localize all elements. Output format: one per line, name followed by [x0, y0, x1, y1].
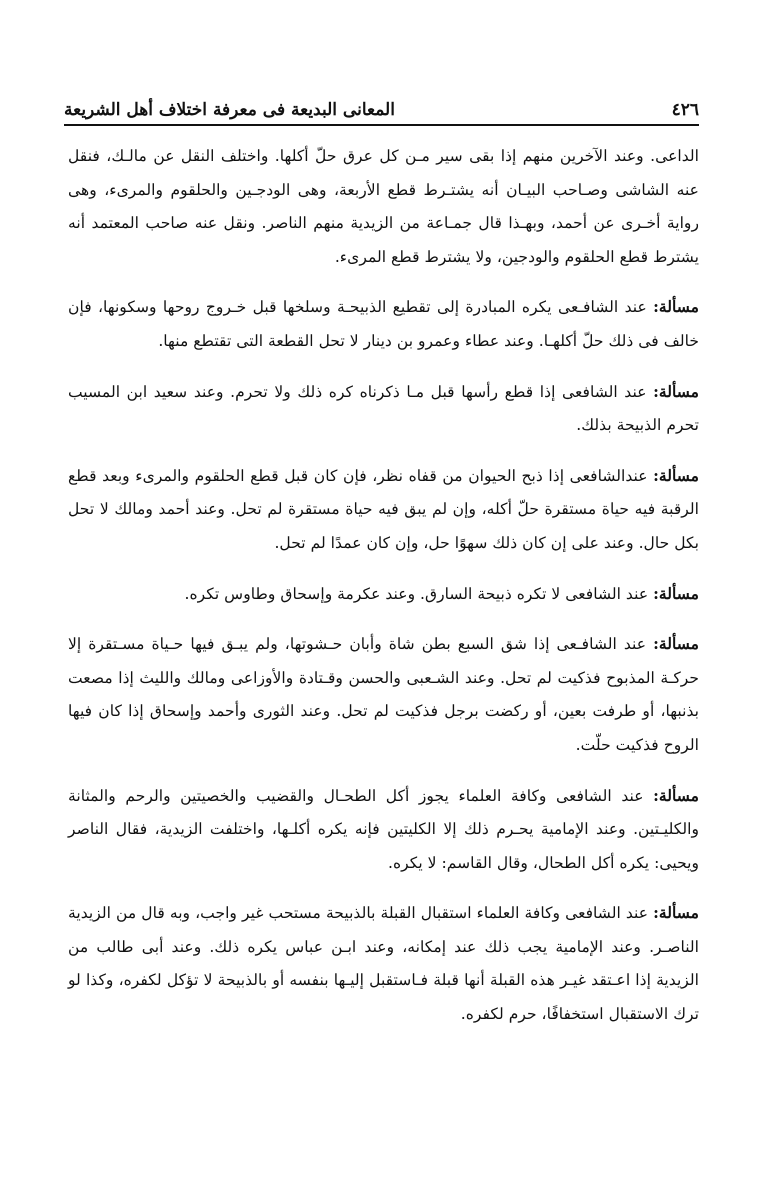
masala-label: مسألة: — [653, 634, 699, 654]
masala-paragraph — [68, 459, 699, 561]
paragraph-text: الداعى. وعند الآخرين منهم إذا بقى سير مـن كل عرق حلّ أكلها. واختلف النقل عن مالـك، فنقل عنه الشاشى وصـاحب البيـان أنه يشتـرط قطع الأربعة، وهى الودجـين والحلقوم والمرىء، وهى رواية أخـرى عن أحمد، وبهـذا قال جمـاعة من الزيدية منهم الناصر. ونقل عنه صاحب المعتمد أنه يشترط قطع الحلقوم والودجين، ولا يشترط قطع المرىء. — [68, 147, 699, 266]
masala-label: مسألة: — [653, 297, 699, 317]
paragraph-text: عند الشافـعى يكره المبادرة إلى تقطيع الذبيحـة وسلخها قبل خـروج روحها وسكونها، فإن خالف فى ذلك حلّ أكلهـا. وعند عطاء وعمرو بن دينار لا تحل القطعة التى تقتطع منها. — [68, 298, 699, 350]
paragraph-text: عند الشافعى إذا قطع رأسها قبل مـا ذكرناه كره ذلك ولا تحرم. وعند سعيد ابن المسيب تحرم الذبيحة بذلك. — [68, 382, 699, 435]
paragraph-text: عندالشافعى إذا ذبح الحيوان من قفاه نظر، فإن كان قبل قطع الحلقوم والمرىء وبعد قطع الرقبة فيه حياة مستقرة حلّ أكله، وإن لم يبق فيه حياة مستقرة لم تحل. وعند أحمد ومالك لا تحل بكل حال. وعند على إن كان ذلك سهوًا حل، وإن كان عمدًا لم تحل. — [68, 466, 699, 552]
paragraph-text: عند الشافعى وكافة العلماء يجوز أكل الطحـال والقضيب والخصيتين والرحم والمثانة والكليـتين. وعند الإمامية يحـرم ذلك إلا الكليتين فإنه يكره أكلـها، واختلفت الزيدية، فقال الناصر ويحيى: يكره أكل الطحال، وقال القاسم: لا يكره. — [68, 786, 699, 872]
page-body — [68, 140, 699, 1048]
masala-paragraph — [68, 375, 699, 443]
paragraph-text: عند الشافعى لا تكره ذبيحة السارق. وعند عكرمة وإسحاق وطاوس تكره. — [184, 584, 649, 603]
masala-label: مسألة: — [653, 903, 699, 923]
masala-label: مسألة: — [653, 465, 699, 485]
masala-paragraph — [68, 290, 699, 358]
paragraph-continuation — [68, 140, 699, 274]
page-header — [64, 92, 699, 120]
masala-label: مسألة: — [653, 583, 699, 603]
running-title: المعانى البديعة فى معرفة اختلاف أهل الشريعة — [64, 100, 395, 120]
paragraph-text: عند الشافـعى إذا شق السبع بطن شاة وأبان حـشوتها، ولم يبـق فيها حـياة مسـتقرة إلا حركـة المذبوح فذكيت لم تحل. وعند الشـعبى والحسن وقـتادة والأوزاعى ومالك والليث إذا مصعت بذنبها، أو طرفت بعين، أو ركضت برجل فذكيت لم تحل. وعند الثورى وأحمد وإسحاق إذا كان فيها الروح فذكيت حلّت. — [68, 635, 699, 754]
masala-paragraph — [68, 779, 699, 881]
masala-label: مسألة: — [653, 785, 699, 805]
masala-paragraph — [68, 896, 699, 1031]
masala-paragraph — [68, 577, 699, 612]
masala-paragraph — [68, 627, 699, 762]
masala-label: مسألة: — [653, 381, 699, 401]
header-rule — [64, 124, 699, 126]
paragraph-text: عند الشافعى وكافة العلماء استقبال القبلة بالذبيحة مستحب غير واجب، وبه قال من الزيدية الناصـر. وعند الإمامية يجب ذلك عند إمكانه، وعند ابـن عباس يكره ذلك. وعند أبى طالب من الزيدية إذا اعـتقد غيـر هذه القبلة أنها قبلة فـاستقبل إليـها بنفسه أو بالذبيحة لا تؤكل لكفره، وكذا لو ترك الاستقبال استخفافًا، حرم لكفره. — [68, 904, 699, 1024]
page-number: ٤٢٦ — [671, 100, 699, 120]
